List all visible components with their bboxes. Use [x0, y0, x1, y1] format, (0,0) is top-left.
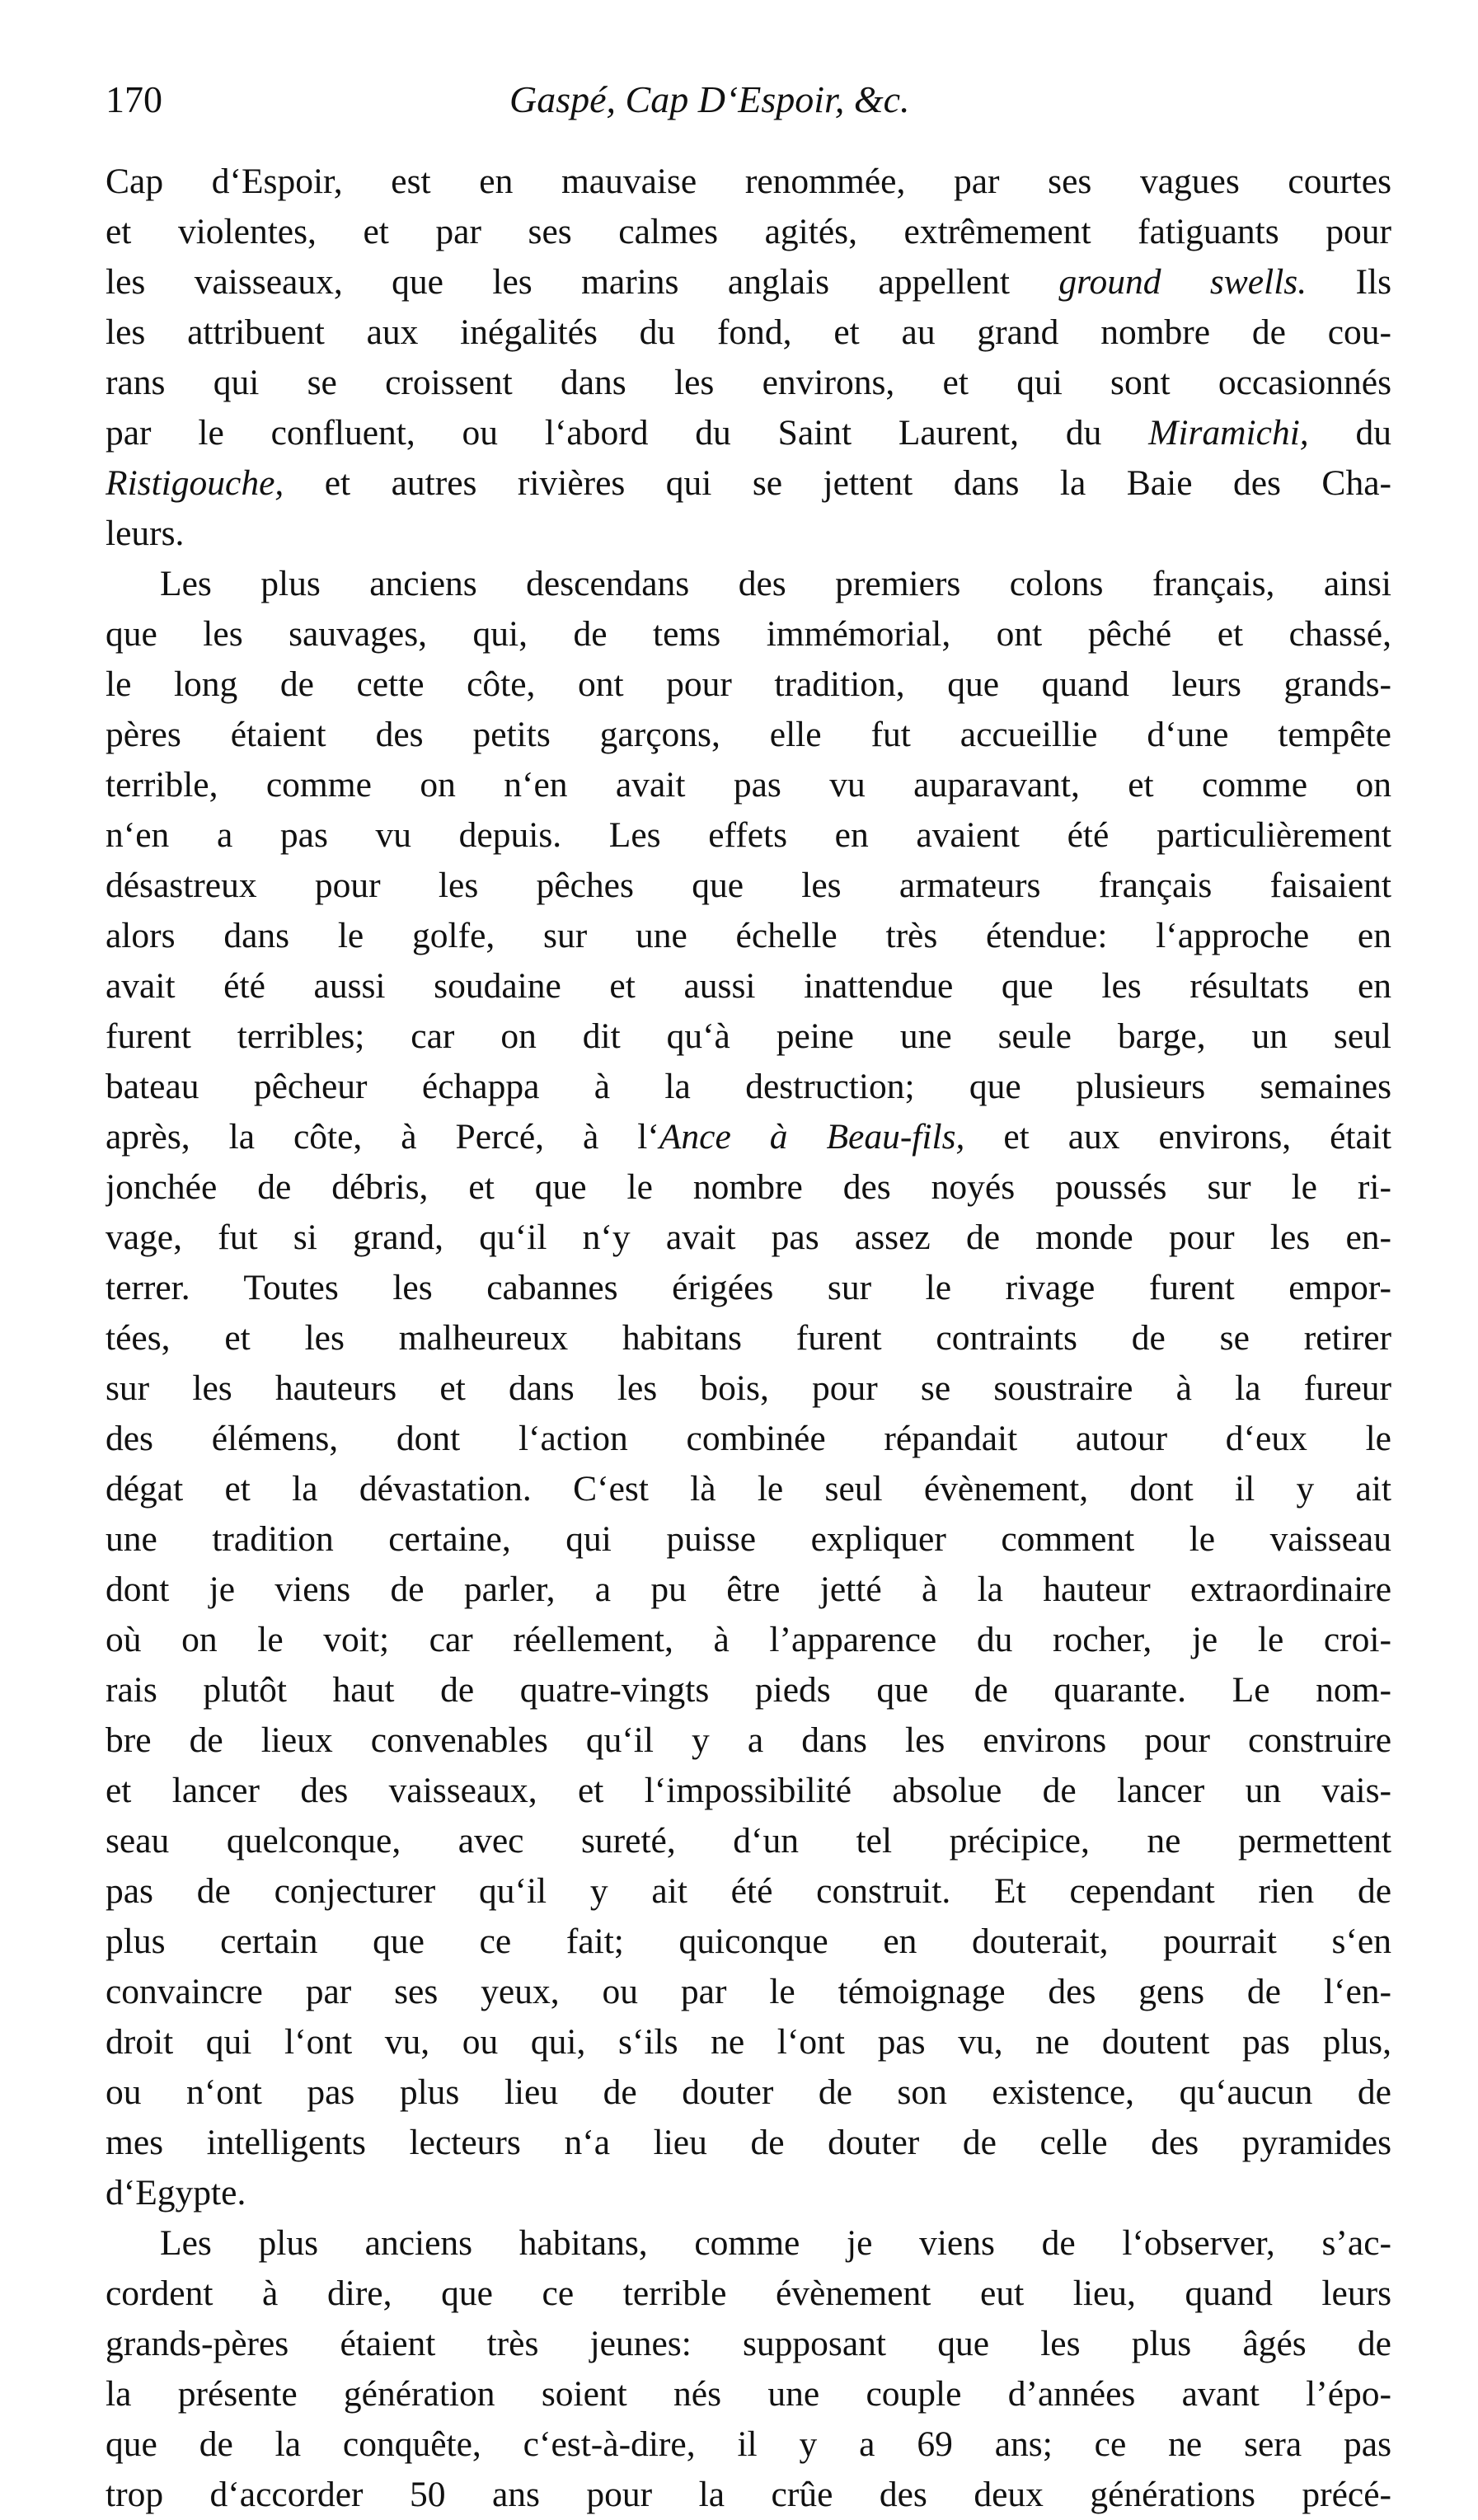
text-run: jonchée de débris, et que le nombre des noyés poussés sur le ri- [106, 1167, 1391, 1207]
italic-term: Ristigouche, [106, 463, 284, 503]
text-run: trop d‘accorder 50 ans pour la crûe des deux générations précé- [106, 2475, 1391, 2514]
text-run: désastreux pour les pêches que les armateurs français faisaient [106, 866, 1391, 905]
text-line [106, 1816, 1391, 1866]
text-run: alors dans le golfe, sur une échelle très étendue: l‘approche en [106, 916, 1391, 955]
text-run: Les plus anciens habitans, comme je viens de l‘observer, s’ac- [160, 2223, 1391, 2263]
text-line [106, 559, 1391, 609]
text-run: leurs. [106, 514, 185, 553]
text-line [106, 861, 1391, 911]
text-run: que de la conquête, c‘est-à-dire, il y a 69 ans; ce ne sera pas [106, 2424, 1391, 2464]
text-line [106, 609, 1391, 659]
text-line [106, 810, 1391, 861]
text-line [106, 1715, 1391, 1766]
text-line [106, 1917, 1391, 1967]
text-line [106, 1565, 1391, 1615]
text-line [106, 1313, 1391, 1363]
text-line [106, 1363, 1391, 1414]
text-line [106, 458, 1391, 509]
text-run: terrer. Toutes les cabannes érigées sur le rivage furent empor- [106, 1268, 1391, 1307]
text-line [106, 1967, 1391, 2017]
text-line [106, 408, 1391, 458]
text-line [106, 1665, 1391, 1715]
text-run: et lancer des vaisseaux, et l‘impossibilité absolue de lancer un vais- [106, 1771, 1391, 1810]
text-run: où on le voit; car réellement, à l’apparence du rocher, je le croi- [106, 1620, 1391, 1659]
text-run: rais plutôt haut de quatre-vingts pieds que de quarante. Le nom- [106, 1670, 1391, 1710]
text-line [106, 2017, 1391, 2067]
running-head [106, 71, 1391, 129]
text-run: furent terribles; car on dit qu‘à peine une seule barge, un seul [106, 1016, 1391, 1056]
text-run: ou n‘ont pas plus lieu de douter de son existence, qu‘aucun de [106, 2072, 1391, 2112]
text-run: le long de cette côte, ont pour tradition, que quand leurs grands- [106, 664, 1391, 704]
text-line [106, 1615, 1391, 1665]
text-run: et violentes, et par ses calmes agités, extrêmement fatiguants pour [106, 212, 1391, 251]
text-line [106, 961, 1391, 1011]
text-line [106, 710, 1391, 760]
running-title: Gaspé, Cap D‘Espoir, &c. [509, 78, 910, 120]
text-run: des élémens, dont l‘action combinée répandait autour d‘eux le [106, 1419, 1391, 1458]
text-run: terrible, comme on n‘en avait pas vu auparavant, et comme on [106, 765, 1391, 805]
text-line [106, 1514, 1391, 1565]
text-line [106, 2168, 1391, 2218]
text-run: une tradition certaine, qui puisse expliquer comment le vaisseau [106, 1519, 1391, 1559]
text-line [106, 2470, 1391, 2520]
text-run: Ils [1307, 262, 1391, 302]
text-line [106, 911, 1391, 961]
text-run: par le confluent, ou l‘abord du Saint Laurent, du [106, 413, 1149, 453]
text-line [106, 157, 1391, 207]
text-run: Les plus anciens descendans des premiers colons français, ainsi [160, 564, 1391, 603]
text-run: tées, et les malheureux habitans furent contraints de se retirer [106, 1318, 1391, 1358]
text-run: grands-pères étaient très jeunes: supposant que les plus âgés de [106, 2324, 1391, 2363]
text-run: bre de lieux convenables qu‘il y a dans les environs pour construire [106, 1720, 1391, 1760]
text-line [106, 1766, 1391, 1816]
text-run: dégat et la dévastation. C‘est là le seul évènement, dont il y ait [106, 1469, 1391, 1509]
text-run: rans qui se croissent dans les environs, et qui sont occasionnés [106, 363, 1391, 402]
text-run: d‘Egypte. [106, 2173, 246, 2213]
italic-term: ground swells. [1058, 262, 1307, 302]
text-run: dont je viens de parler, a pu être jetté à la hauteur extraordinaire [106, 1570, 1391, 1609]
text-run: bateau pêcheur échappa à la destruction; que plusieurs semaines [106, 1067, 1391, 1106]
text-line [106, 659, 1391, 710]
text-line [106, 1866, 1391, 1917]
text-line [106, 2269, 1391, 2319]
text-line [106, 1464, 1391, 1514]
text-line [106, 358, 1391, 408]
text-line [106, 1414, 1391, 1464]
text-line [106, 307, 1391, 358]
text-line [106, 2118, 1391, 2168]
text-run: la présente génération soient nés une couple d’années avant l’épo- [106, 2374, 1391, 2414]
text-line [106, 1162, 1391, 1213]
text-line [106, 2319, 1391, 2369]
text-run: cordent à dire, que ce terrible évènement eut lieu, quand leurs [106, 2274, 1391, 2313]
text-run: plus certain que ce fait; quiconque en douterait, pourrait s‘en [106, 1922, 1391, 1961]
text-run: les vaisseaux, que les marins anglais appellent [106, 262, 1059, 302]
text-line [106, 509, 1391, 559]
text-run: pas de conjecturer qu‘il y ait été construit. Et cependant rien de [106, 1871, 1391, 1911]
text-line [106, 2067, 1391, 2118]
text-line [106, 1213, 1391, 1263]
text-line [106, 760, 1391, 810]
text-run: convaincre par ses yeux, ou par le témoignage des gens de l‘en- [106, 1972, 1391, 2011]
text-line [106, 2218, 1391, 2269]
text-run: Cap d‘Espoir, est en mauvaise renommée, par ses vagues courtes [106, 162, 1391, 201]
text-line [106, 1263, 1391, 1313]
text-run: avait été aussi soudaine et aussi inattendue que les résultats en [106, 966, 1391, 1006]
text-run: et aux environs, était [964, 1117, 1391, 1157]
italic-term: Miramichi, [1148, 413, 1309, 453]
text-run: et autres rivières qui se jettent dans la Baie des Cha- [284, 463, 1391, 503]
text-line [106, 1011, 1391, 1062]
text-run: les attribuent aux inégalités du fond, et au grand nombre de cou- [106, 312, 1391, 352]
text-run: après, la côte, à Percé, à l‘ [106, 1117, 659, 1157]
text-line [106, 207, 1391, 257]
text-line [106, 2369, 1391, 2419]
text-run: sur les hauteurs et dans les bois, pour se soustraire à la fureur [106, 1368, 1391, 1408]
text-run: mes intelligents lecteurs n‘a lieu de douter de celle des pyramides [106, 2123, 1391, 2162]
page-number: 170 [106, 78, 162, 120]
text-line [106, 257, 1391, 307]
text-run: droit qui l‘ont vu, ou qui, s‘ils ne l‘ont pas vu, ne doutent pas plus, [106, 2022, 1391, 2062]
italic-term: Ance à Beau-fils, [659, 1117, 965, 1157]
text-run: pères étaient des petits garçons, elle fut accueillie d‘une tempête [106, 715, 1391, 754]
text-run: vage, fut si grand, qu‘il n‘y avait pas assez de monde pour les en- [106, 1218, 1391, 1257]
text-line [106, 1062, 1391, 1112]
text-line [106, 2419, 1391, 2470]
body-text [106, 157, 1391, 2520]
text-run: que les sauvages, qui, de tems immémorial, ont pêché et chassé, [106, 614, 1391, 654]
text-run: du [1308, 413, 1391, 453]
text-run: seau quelconque, avec sureté, d‘un tel précipice, ne permettent [106, 1821, 1391, 1861]
text-run: n‘en a pas vu depuis. Les effets en avaient été particulièrement [106, 815, 1391, 855]
text-line [106, 1112, 1391, 1162]
